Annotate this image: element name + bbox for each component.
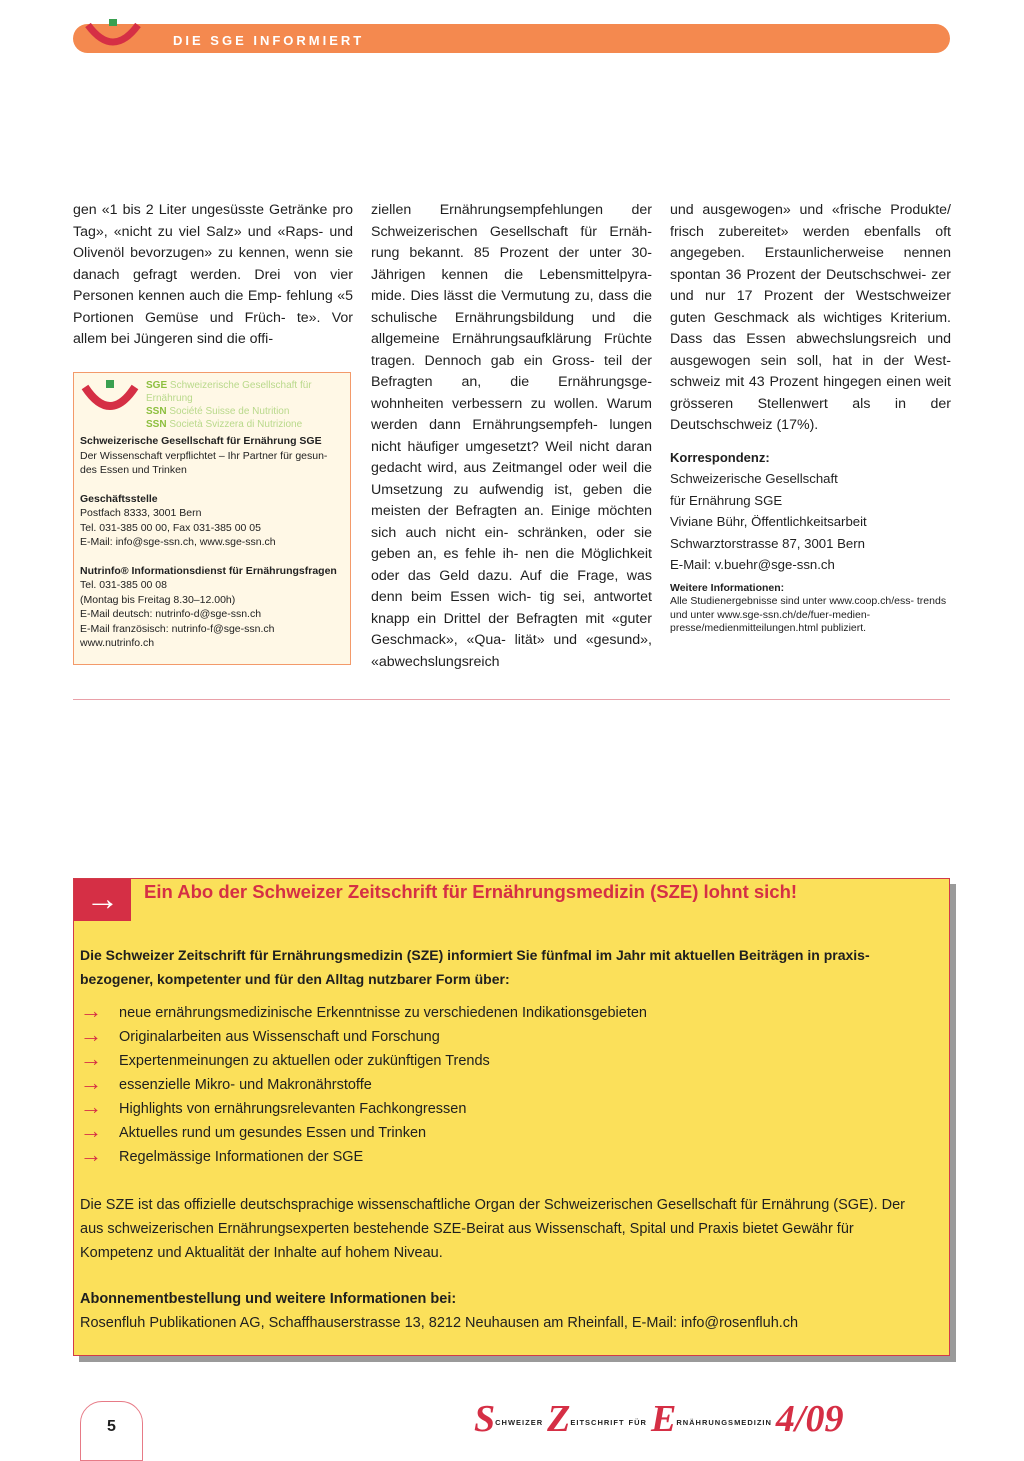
nutrinfo-line: E-Mail deutsch: nutrinfo-d@sge-ssn.ch <box>80 608 262 620</box>
sge-contact-info <box>80 434 345 651</box>
list-item: → Aktuelles rund um gesundes Essen und Trinken <box>80 1118 427 1143</box>
arrow-right-icon: → <box>80 1070 102 1095</box>
abo-title: Ein Abo der Schweizer Zeitschrift für Ernährungsmedizin (SZE) lohnt sich! <box>144 881 798 902</box>
page-number: 5 <box>107 1418 116 1435</box>
office-heading: Geschäftsstelle <box>80 492 158 505</box>
correspondence-email: E-Mail: v.buehr@sge-ssn.ch <box>670 557 835 572</box>
article-column-3 <box>670 200 951 636</box>
column-2-text: ziellen Ernährungsempfehlungen der Schweizerischen Gesellschaft für Ernäh- rung bekannt. 85 Prozent der unter 30- Jährigen kennen die Lebensmittelpyra- mide. Dies lässt die Vermutung zu, dass die schulische Ernährungsbildung und die allgemeine Ernährungsaufklärung Früchte tragen. Dennoch gab ein Gross- teil der Befragten an, die Ernährungsge- wohnheiten verbessern zu wollen. Warum werden dann Ernährungsempfeh- lungen nicht häufiger umgesetzt? Weil nicht daran gedacht wird, aus Zeitmangel oder weil die Umsetzung zu aufwendig ist, geben die meisten der Befragten an. Einige möchten sich auch nicht ein- schränken, oder sie geben an, es fehle ih- nen die Möglichkeit oder das Geld dazu. Auf die Frage, was denn beim Essen wich- tig sei, antwortet knapp ein Drittel der Befragten mit «guter Geschmack», «Qua- lität» und «gesund», «abwechslungsreich <box>371 202 652 670</box>
abo-benefits-list <box>80 998 647 1169</box>
article-column-1 <box>73 200 353 351</box>
office-line: E-Mail: info@sge-ssn.ch, www.sge-ssn.ch <box>80 536 276 548</box>
article-column-2 <box>371 200 652 673</box>
arrow-right-icon: → <box>80 1022 102 1047</box>
org-tagline: Der Wissenschaft verpflichtet – Ihr Partner für gesun- des Essen und Trinken <box>80 449 328 476</box>
further-info-heading: Weitere Informationen: <box>670 581 785 594</box>
arrow-right-icon: → <box>80 998 102 1023</box>
list-item: → Expertenmeinungen zu aktuellen oder zukünftigen Trends <box>80 1046 490 1071</box>
list-item: → essenzielle Mikro- und Makronährstoffe <box>80 1070 372 1095</box>
nutrinfo-line: E-Mail französisch: nutrinfo-f@sge-ssn.ch <box>80 622 275 635</box>
abo-order-heading: Abonnementbestellung und weitere Informationen bei: <box>80 1291 457 1307</box>
correspondence-line: Viviane Bühr, Öffentlichkeitsarbeit <box>670 514 867 529</box>
nutrinfo-line: Tel. 031-385 00 08 <box>80 579 167 591</box>
list-item: → Regelmässige Informationen der SGE <box>80 1142 364 1167</box>
sge-logo-icon <box>84 17 142 51</box>
column-1-text: gen «1 bis 2 Liter ungesüsste Getränke pro Tag», «nicht zu viel Salz» und «Raps- und Olivenöl bevorzugen» zu kennen, wenn sie danach gefragt werden. Drei von vier Personen kennen auch die Emp- fehlung «5 Portionen Gemüse und Früch- te». Vor allem bei Jüngeren sind die offi- <box>73 202 353 347</box>
sge-logo-icon <box>80 377 140 417</box>
further-info-text: Alle Studienergebnisse sind unter www.coop.ch/ess- trends und unter www.sge-ssn.ch/de/fuer-medien- presse/medienmitteilungen.html publiziert. <box>670 595 947 634</box>
arrow-right-icon: → <box>80 1046 102 1071</box>
journal-brand: $S^{CHWEIZER}$ $Z^{EITSCHRIFT}$ $^{FÜR}$ $E^{RNÄHRUNGSMEDIZIN}$ 4/09 <box>474 1398 844 1440</box>
list-item: → Highlights von ernährungsrelevanten Fachkongressen <box>80 1094 467 1119</box>
correspondence-line: Schwarztorstrasse 87, 3001 Bern <box>670 535 865 551</box>
arrow-right-icon: → <box>80 1118 102 1143</box>
nutrinfo-line: (Montag bis Freitag 8.30–12.00h) <box>80 593 236 606</box>
issue-number: 4/09 <box>775 1398 844 1440</box>
correspondence-line: für Ernährung SGE <box>670 492 783 508</box>
further-info <box>670 582 951 636</box>
section-title: DIE SGE INFORMIERT <box>173 33 365 48</box>
abo-intro: Die Schweizer Zeitschrift für Ernährungsmedizin (SZE) informiert Sie fünfmal im Jahr mit aktuellen Beiträgen in praxis- bezogener, kompetenter und für den Alltag nutzbarer Form über: <box>80 947 870 987</box>
list-item: → neue ernährungsmedizinische Erkenntnisse zu verschiedenen Indikationsgebieten <box>80 998 647 1023</box>
abo-description: Die SZE ist das offizielle deutschsprachige wissenschaftliche Organ der Schweizerischen Gesellschaft für Ernährung (SGE). Der aus schweizerischen Ernährungsexperten bestehende SZE-Beirat aus Wissenschaft, Spital und Praxis bietet Gewähr für Kompetenz und Aktualität der Inhalte auf hohem Niveau. <box>80 1197 905 1261</box>
correspondence-heading: Korrespondenz: <box>670 449 770 465</box>
nutrinfo-heading: Nutrinfo® Informationsdienst für Ernährungsfragen <box>80 564 337 577</box>
correspondence-line: Schweizerische Gesellschaft <box>670 471 838 486</box>
column-3-text: und ausgewogen» und «frische Produkte/ frisch zubereitet» werden ebenfalls oft angegeben. Erstaunlicherweise nennen spontan 36 Prozent der Deutschschwei- zer und nur 17 Prozent der Westschweizer guten Geschmack als wichtiges Kriterium. Dass das Essen abwechslungsreich und ausgewogen sein soll, hat in der West- schweiz mit 43 Prozent hingegen einen weit grösseren Stellenwert als in der Deutschschweiz (17%). <box>670 202 951 433</box>
list-item: → Originalarbeiten aus Wissenschaft und Forschung <box>80 1022 440 1047</box>
office-line: Tel. 031-385 00 00, Fax 031-385 00 05 <box>80 521 261 534</box>
arrow-right-icon: → <box>74 879 131 921</box>
arrow-right-icon: → <box>80 1142 102 1167</box>
sge-info-box <box>73 372 351 665</box>
page-number-tab <box>80 1401 143 1461</box>
nutrinfo-line: www.nutrinfo.ch <box>80 637 155 649</box>
arrow-right-icon: → <box>80 1094 102 1119</box>
subscription-ad-box <box>73 878 950 1356</box>
divider <box>73 699 950 700</box>
org-name: Schweizerische Gesellschaft für Ernährung SGE <box>80 435 322 447</box>
sge-logo-text: SGE Schweizerische Gesellschaft für Ernährung SSN Société Suisse de Nutrition SSN Società Svizzera di Nutrizione <box>146 380 312 430</box>
office-line: Postfach 8333, 3001 Bern <box>80 507 202 519</box>
abo-order-contact: Rosenfluh Publikationen AG, Schaffhauserstrasse 13, 8212 Neuhausen am Rheinfall, E-Mail: info@rosenfluh.ch <box>80 1315 799 1331</box>
